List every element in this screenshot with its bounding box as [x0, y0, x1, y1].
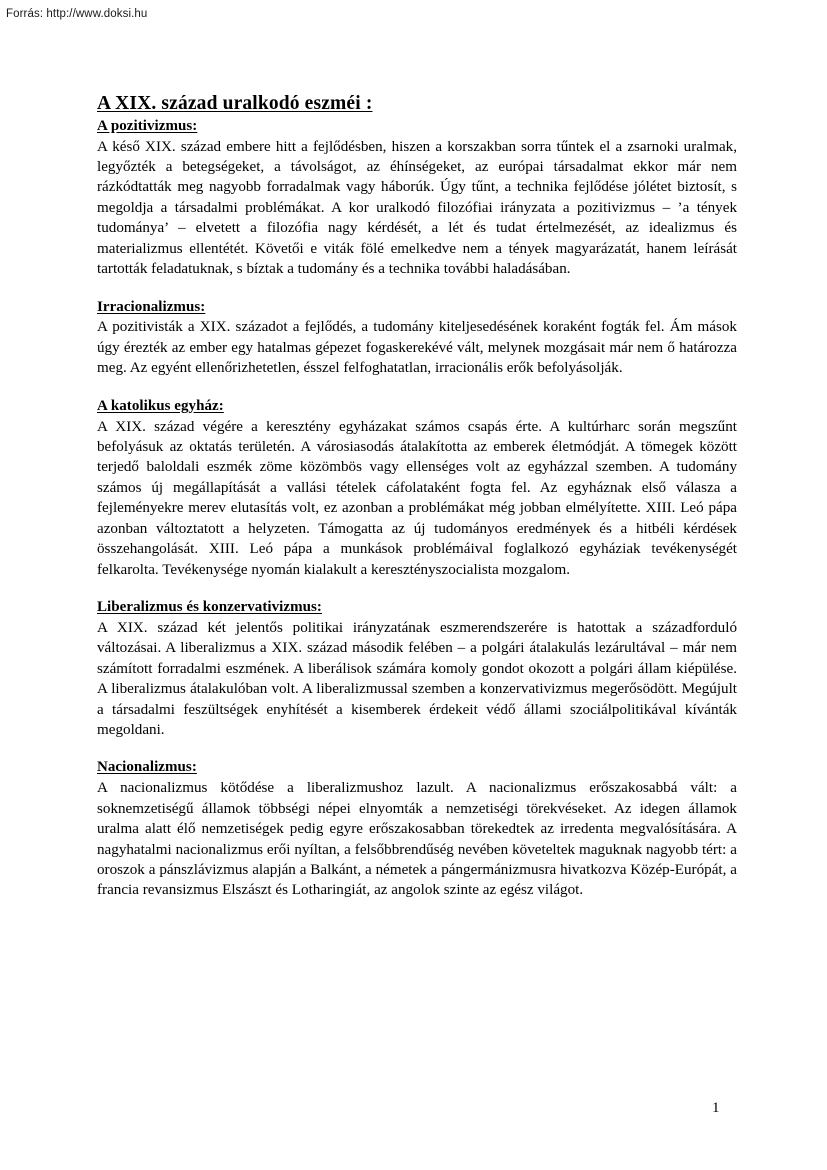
- page-title: A XIX. század uralkodó eszméi :: [97, 93, 373, 114]
- section-heading: Nacionalizmus:: [97, 759, 197, 776]
- section-paragraph: A késő XIX. század embere hitt a fejlődésben, hiszen a korszakban sorra tűntek el a zsarnoki uralmak, legyőzték a betegségeket, a távolságot, az éhínségeket, az európai társadalmat ekkor már nem rázkódtatták meg nagyobb forradalmak vagy háborúk. Úgy tűnt, a technika fejlődése jólétet biztosít, s megoldja a társadalmi problémákat. A kor uralkodó filozófiai irányzata a pozitivizmus – ’a tények tudománya’ – elvetett a filozófia nagy kérdését, a lét és tudat értelmezését, az idealizmus és materializmus ellentétét. Követői e viták fölé emelkedve nem a tények magyarázatát, hanem leírását tartották feladatuknak, s bíztak a tudomány és a technika további haladásában.: [97, 138, 737, 278]
- section-katolikus-egyhaz: [97, 397, 737, 580]
- source-watermark: Forrás: http://www.doksi.hu: [6, 8, 148, 20]
- section-liberalizmus-konzervativizmus: [97, 598, 737, 740]
- section-heading: A pozitivizmus:: [97, 117, 198, 134]
- section-heading: Liberalizmus és konzervativizmus:: [97, 599, 322, 616]
- section-paragraph: A XIX. század végére a keresztény egyházakat számos csapás érte. A kultúrharc során megszűnt befolyásuk az oktatás területén. A városiasodás átalakította az emberek életmódját. A tömegek között terjedő baloldali eszmék zöme közömbös vagy ellenséges volt az egyházzal szemben. A tudomány számos új megállapítását a vallási tételek cáfolataként fogta fel. Az egyháznak első válasza a fejleményekre merev elutasítás volt, ez azonban a problémákat még jobban elmélyítette. XIII. Leó pápa azonban változtatott a helyzeten. Támogatta az új tudományos eredmények és a hitbéli kérdések összehangolását. XIII. Leó pápa a munkások problémáival foglalkozó egyháziak tevékenységét felkarolta. Tevékenysége nyomán kialakult a keresztényszocialista mozgalom.: [97, 418, 737, 578]
- section-paragraph: A nacionalizmus kötődése a liberalizmushoz lazult. A nacionalizmus erőszakosabbá vált: a soknemzetiségű államok többségi népei elnyomták a nemzetiségi törekvéseket. Az idegen államok uralma alatt élő nemzetiségek pedig egyre erőszakosabban törekedtek az irredenta megvalósítására. A nagyhatalmi nacionalizmus erői nyíltan, a felsőbbrendűség nevében követeltek maguknak nagyobb tért: a oroszok a pánszlávizmus alapján a Balkánt, a németek a pángermánizmusra hivatkozva Közép-Európát, a francia revansizmus Elszászt és Lotharingiát, az angolok szinte az egész világot.: [97, 780, 737, 899]
- section-paragraph: A pozitivisták a XIX. századot a fejlődés, a tudomány kiteljesedésének koraként fogták fel. Ám mások úgy érezték az ember egy hatalmas gépezet fogaskerekévé vált, melynek mozgásait már nem ő határozza meg. Az egyént ellenőrizhetetlen, ésszel felfoghatatlan, irracionális erők befolyásolják.: [97, 319, 737, 377]
- section-heading: A katolikus egyház:: [97, 397, 224, 414]
- section-irracionalizmus: [97, 298, 737, 379]
- section-pozitivizmus: [97, 117, 737, 280]
- section-nacionalizmus: [97, 758, 737, 900]
- page-number: 1: [712, 1100, 720, 1116]
- section-heading: Irracionalizmus:: [97, 298, 206, 315]
- document-body: [97, 92, 737, 901]
- section-paragraph: A XIX. század két jelentős politikai irányzatának eszmerendszerére is hatottak a századforduló változásai. A liberalizmus a XIX. század második felében – a polgári átalakulás lezárultával – már nem számított forradalmi eszmének. A liberálisok számára komoly gondot okozott a polgári állam kiépülése. A liberalizmus átalakulóban volt. A liberalizmussal szemben a konzervativizmus megerősödött. Megújult a társadalmi feszültségek enyhítését a kisemberek érdekeit védő állami szociálpolitikával kívánták megoldani.: [97, 619, 737, 739]
